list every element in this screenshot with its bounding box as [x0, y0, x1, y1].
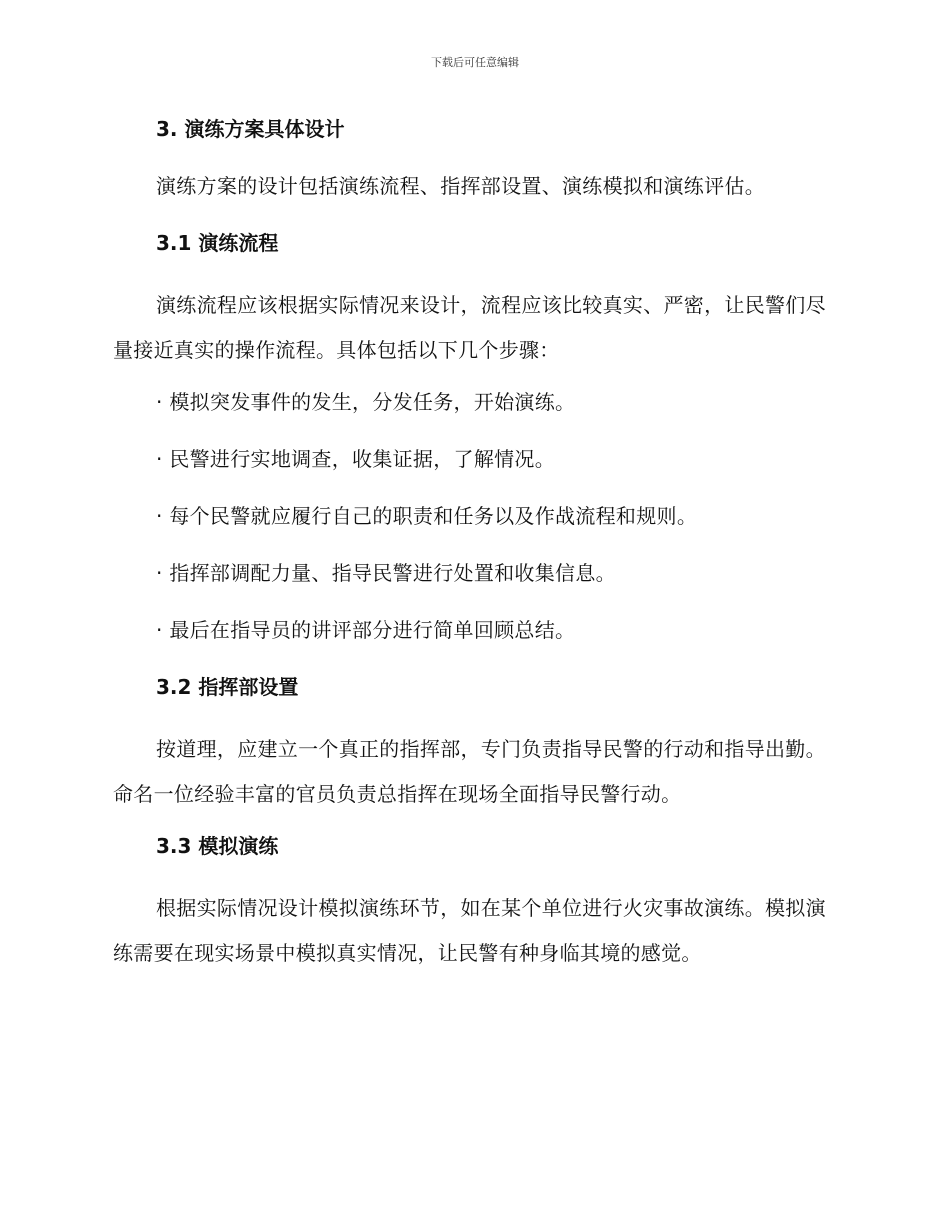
header-note: 下载后可任意编辑 — [431, 56, 519, 69]
section-3-3-paragraph: 根据实际情况设计模拟演练环节，如在某个单位进行火灾事故演练。模拟演练需要在现实场景中模拟真实情况，让民警有种身临其境的感觉。 — [113, 896, 826, 965]
list-item: · 模拟突发事件的发生，分发任务，开始演练。 — [156, 390, 576, 414]
section-3-1-paragraph: 演练流程应该根据实际情况来设计，流程应该比较真实、严密，让民警们尽量接近真实的操作流程。具体包括以下几个步骤： — [113, 293, 826, 362]
list-item: · 民警进行实地调查，收集证据，了解情况。 — [156, 447, 556, 471]
section-3-heading: 3. 演练方案具体设计 — [156, 117, 345, 141]
document-body — [113, 112, 833, 988]
list-item: · 指挥部调配力量、指导民警进行处置和收集信息。 — [156, 561, 616, 585]
section-3-2-paragraph: 按道理，应建立一个真正的指挥部，专门负责指导民警的行动和指导出勤。命名一位经验丰富的官员负责总指挥在现场全面指导民警行动。 — [113, 737, 826, 806]
list-item: · 每个民警就应履行自己的职责和任务以及作战流程和规则。 — [156, 504, 698, 528]
section-3-1-heading: 3.1 演练流程 — [156, 231, 279, 255]
section-3-2-heading: 3.2 指挥部设置 — [156, 675, 299, 699]
section-3-intro: 演练方案的设计包括演练流程、指挥部设置、演练模拟和演练评估。 — [156, 174, 765, 198]
list-item: · 最后在指导员的讲评部分进行简单回顾总结。 — [156, 618, 576, 642]
section-3-3-heading: 3.3 模拟演练 — [156, 834, 279, 858]
